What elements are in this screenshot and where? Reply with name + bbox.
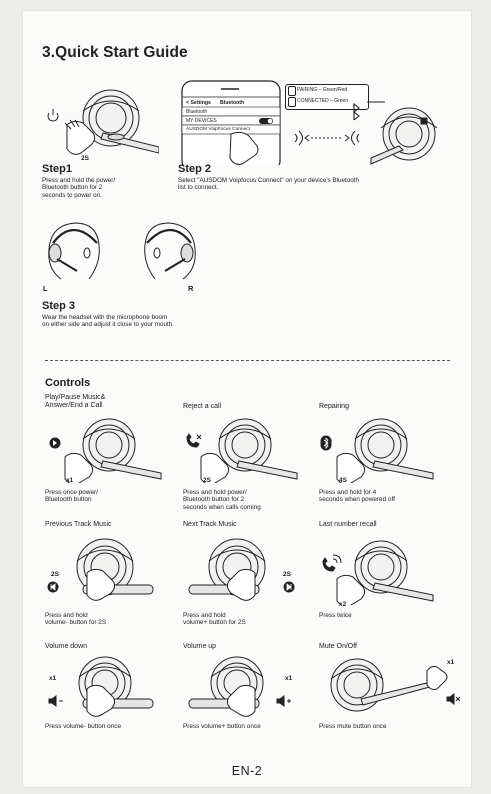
step3-text: Wear the headset with the microphone boom on either side and adjust it close to your mouth.: [42, 314, 174, 329]
badge-volume-up: x1: [285, 675, 293, 682]
page-number: EN-2: [231, 764, 263, 778]
control-desc-reject-call: Press and hold power/ Bluetooth button for 2 seconds when calls coming: [183, 489, 261, 511]
control-label-repairing: Repairing: [319, 403, 349, 410]
control-label-play-pause: Play/Pause Music& Answer/End a Call: [45, 394, 106, 409]
reject-call-icon: [187, 434, 201, 447]
badge-reject-call: 2S: [203, 477, 211, 484]
badge-previous-track: 2S: [51, 571, 59, 578]
previous-track-icon: [48, 582, 58, 592]
step1-heading: Step1: [42, 163, 72, 175]
badge-last-number: x2: [339, 601, 347, 608]
mute-icon: [447, 694, 460, 704]
control-label-next-track: Next Track Music: [183, 521, 237, 528]
step2-text: Select "AUSDOM Voipfocus Connect" on your device's Bluetooth list to connect.: [178, 177, 360, 192]
step1-text: Press and hold the power/ Bluetooth button for 2 seconds to power on.: [42, 177, 116, 199]
previous-track-illustration: [43, 533, 163, 605]
reject-call-illustration: [179, 413, 299, 483]
control-desc-previous-track: Press and hold volume- button for 2S: [45, 612, 107, 627]
left-head-illustration: [39, 219, 109, 289]
volume-up-icon: [277, 696, 291, 706]
badge-repairing: 4S: [339, 477, 347, 484]
step3-heading: Step 3: [42, 300, 76, 312]
next-track-icon: [284, 582, 294, 592]
control-desc-repairing: Press and hold for 4 seconds when powered off: [319, 489, 395, 504]
step1-time-label: 2S: [81, 155, 89, 162]
led-pairing-label: PAIRING – Green/Red: [297, 87, 348, 93]
phone-row-my-devices: MY DEVICES: [186, 118, 217, 124]
bluetooth-icon: [354, 104, 359, 120]
last-number-illustration: [315, 533, 435, 605]
phone-row-bluetooth: Bluetooth: [186, 109, 208, 115]
volume-up-illustration: [179, 653, 299, 719]
controls-heading: Controls: [45, 377, 91, 389]
toggle-switch: [259, 118, 273, 124]
badge-next-track: 2S: [283, 571, 291, 578]
step2-heading: Step 2: [178, 163, 212, 175]
control-label-mute: Mute On/Off: [319, 643, 357, 650]
control-label-last-number: Last number recall: [319, 521, 377, 528]
led-connected-label: CONNECTED – Green: [297, 98, 349, 104]
control-label-volume-up: Volume up: [183, 643, 217, 650]
section-divider: [45, 360, 450, 361]
control-desc-volume-up: Press volume+ button once: [183, 723, 261, 730]
phone-back-label: < Settings: [186, 100, 211, 106]
right-side-label: R: [188, 284, 194, 293]
mute-illustration: [315, 653, 465, 719]
next-track-illustration: [179, 533, 299, 605]
control-desc-volume-down: Press volume- button once: [45, 723, 122, 730]
repairing-illustration: [315, 413, 435, 483]
volume-down-illustration: [43, 653, 163, 719]
power-icon: [48, 109, 58, 121]
play-pause-illustration: [43, 413, 163, 483]
control-desc-next-track: Press and hold volume+ button for 2S: [183, 612, 246, 627]
play-pause-icon: [50, 438, 60, 448]
badge-mute: x1: [447, 659, 455, 666]
left-side-label: L: [43, 284, 48, 293]
volume-down-icon: [49, 696, 63, 706]
page-title: 3.Quick Start Guide: [42, 44, 188, 61]
phone-icon: [323, 555, 341, 571]
right-head-illustration: [135, 219, 205, 289]
control-desc-last-number: Press twice: [319, 612, 352, 619]
phone-title: Bluetooth: [220, 100, 245, 106]
step2-headset-illustration: [281, 94, 471, 166]
control-label-previous-track: Previous Track Music: [45, 521, 112, 528]
badge-volume-down: x1: [49, 675, 57, 682]
phone-row-device: AUSDOM VoipFocus Connect: [186, 127, 250, 132]
control-label-volume-down: Volume down: [45, 643, 88, 650]
control-desc-mute: Press mute button once: [319, 723, 387, 730]
bluetooth-icon: [321, 436, 331, 450]
step1-illustration: [41, 81, 159, 165]
manual-page: [22, 10, 472, 788]
control-label-reject-call: Reject a call: [183, 403, 222, 410]
badge-play-pause: x1: [66, 477, 74, 484]
control-desc-play-pause: Press once power/ Bluetooth button: [45, 489, 98, 504]
